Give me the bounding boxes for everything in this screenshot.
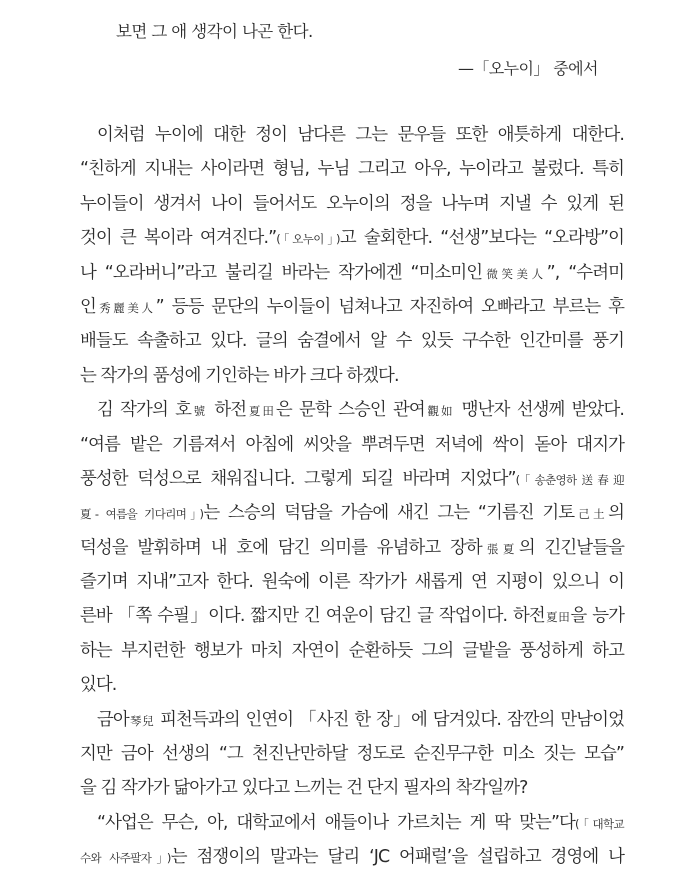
citation-small: (「송춘영하送春迎 (515, 472, 624, 487)
hanja-annotation: 己土 (574, 507, 609, 522)
text-line (80, 462, 624, 496)
text-span: 인 (80, 296, 96, 317)
text-span: 배들도 속출하고 있다. 글의 숨결에서 알 수 있듯 구수한 인간미를 풍기 (80, 331, 624, 352)
citation-small: (「오누이」) (276, 232, 340, 247)
text-span: 풍성한 덕성으로 채워집니다. 그렇게 되길 바라며 지었다” (80, 468, 516, 489)
text-span: 이처럼 누이에 대한 정이 남다른 그는 문우들 또한 애틋하게 대한다. (97, 125, 624, 145)
body-text (80, 118, 624, 875)
text-span: 있다. (80, 675, 117, 696)
text-span: 맹난자 선생께 받았다. (454, 400, 624, 421)
hanja-annotation: 觀如 (424, 404, 455, 419)
text-span: 것이 큰 복이라 여겨진다.” (80, 228, 277, 249)
text-line (80, 531, 624, 565)
text-line (80, 290, 624, 324)
text-span: “여름 밭은 기름져서 아침에 씨앗을 뿌려두면 저녁에 싹이 돋아 대지가 (80, 434, 624, 455)
text-line (80, 840, 624, 874)
text-line (80, 152, 624, 186)
text-line (80, 428, 624, 462)
text-span: 고 술회한다. “선생”보다는 “오라방”이 (339, 228, 624, 249)
text-line (80, 703, 624, 737)
hanja-annotation: 張夏 (481, 541, 519, 556)
text-line (80, 393, 624, 427)
text-line (80, 668, 624, 702)
text-line (80, 256, 624, 290)
citation-small: 수와 사주팔자」) (80, 851, 171, 866)
text-span: 지만 금아 선생의 “그 천진난만하달 정도로 순진무구한 미소 짓는 모습” (80, 744, 624, 765)
citation-small: (「대학교 (574, 816, 624, 831)
text-span: ”, “수려미 (546, 262, 624, 283)
text-span: 김 작가의 호 (97, 400, 191, 421)
text-line (80, 634, 624, 668)
text-span: 나 “오라버니”라고 불리길 바라는 작가에겐 “미소미인 (80, 262, 483, 283)
epigraph-quote-tail: 보면 그 애 생각이 나곤 한다. (116, 22, 313, 41)
text-line (80, 187, 624, 221)
text-span: “사업은 무슨, 아, 대학교에서 애들이나 가르치는 게 딱 맞는”다 (97, 812, 575, 833)
hanja-annotation: 號 (191, 404, 208, 419)
text-span: 을 능가 (570, 606, 625, 627)
text-span: 의 (608, 503, 624, 524)
text-span: 금아 (97, 709, 129, 730)
text-span: 른바 「쪽 수필」이다. 짧지만 긴 여운이 담긴 글 작업이다. 하전 (80, 606, 545, 627)
hanja-annotation: 琴兒 (128, 713, 155, 728)
text-span: 하전 (207, 400, 247, 421)
epigraph-source: —「오누이」 중에서 (458, 59, 598, 78)
hanja-annotation: 夏田 (544, 610, 571, 625)
text-span: ” 등등 문단의 누이들이 넘쳐나고 자진하여 오빠라고 부르는 후 (155, 296, 624, 317)
text-span: 덕성을 발휘하며 내 호에 담긴 의미를 유념하고 장하 (80, 537, 482, 558)
text-line (80, 359, 624, 393)
text-span: 피천득과의 인연이 「사진 한 장」에 담겨있다. 잠깐의 만남이었 (154, 709, 624, 730)
hanja-annotation: 秀麗美人 (95, 300, 156, 315)
hanja-annotation: 微笑美人 (482, 266, 547, 281)
text-line (80, 324, 624, 358)
text-line (80, 599, 624, 633)
text-line (80, 496, 624, 530)
citation-small: 夏- 여름을 기다리며」) (80, 507, 204, 522)
text-line (80, 118, 624, 152)
text-span: 누이들이 생겨서 나이 들어서도 오누이의 정을 나누며 지낼 수 있게 된 (80, 193, 624, 214)
text-line (80, 565, 624, 599)
text-line (80, 737, 624, 771)
text-span: 는 점쟁이의 말과는 달리 ‘JC 어패럴’을 설립하고 경영에 나 (170, 847, 624, 868)
text-span: “친하게 지내는 사이라면 형님, 누님 그리고 아우, 누이라고 불렀다. 특히 (80, 159, 624, 180)
text-span: 은 문학 스승인 관여 (275, 400, 425, 421)
text-span: 즐기며 지내”고자 한다. 원숙에 이른 작가가 새롭게 연 지평이 있으니 이 (80, 572, 624, 593)
text-span: 하는 부지런한 행보가 마치 자연이 순환하듯 그의 글밭을 풍성하게 하고 (80, 640, 624, 661)
text-line (80, 771, 624, 805)
text-span: 는 작가의 품성에 기인하는 바가 크다 하겠다. (80, 365, 399, 386)
text-line (80, 806, 624, 840)
text-span: 을 김 작가가 닮아가고 있다고 느끼는 건 단지 필자의 착각일까? (80, 778, 528, 799)
text-span: 는 스승의 덕담을 가슴에 새긴 그는 “기름진 기토 (203, 503, 575, 524)
text-span: 의 긴긴날들을 (518, 537, 624, 558)
hanja-annotation: 夏田 (246, 404, 276, 419)
text-line (80, 221, 624, 255)
